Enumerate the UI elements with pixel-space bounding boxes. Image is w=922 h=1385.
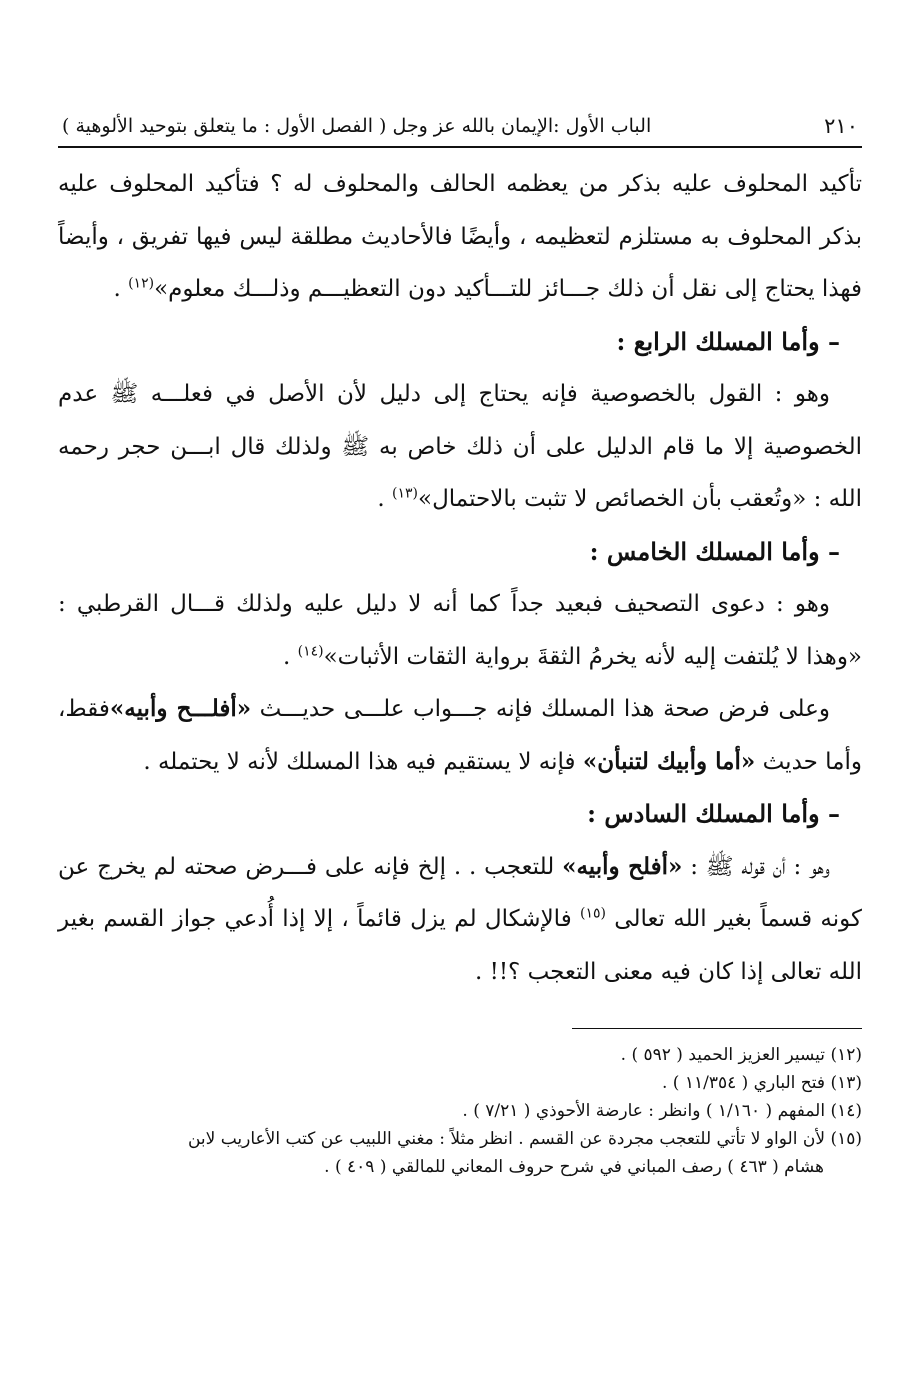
paragraph-4 <box>58 683 862 788</box>
paragraph-3-tail: . <box>282 643 298 670</box>
paragraph-5-part-3: فالإشكال لم يزل قائماً ، إلا إذا أُدعي جواز القسم بغير الله تعالى إذا كان فيه معنى التعجب ؟!! . <box>58 906 862 985</box>
footnote-text: فتح الباري ( ١١/٣٥٤ ) . <box>662 1073 826 1093</box>
paragraph-5-part-1: وهو : أن قوله ﷺ : <box>682 853 830 880</box>
paragraph-1 <box>58 158 862 316</box>
hadith-quote-aflah: «أفلـــح وأبيه» <box>109 695 252 722</box>
body-text <box>58 158 862 998</box>
footnote-ref-12: (١٢) <box>128 275 155 292</box>
footnote-number: (١٤) <box>830 1101 862 1121</box>
footnote-number: (١٢) <box>830 1045 862 1065</box>
paragraph-5 <box>58 841 862 999</box>
paragraph-2-tail: . <box>377 486 393 512</box>
running-header <box>58 112 862 148</box>
heading-fourth-approach: – وأما المسلك الرابع : <box>616 326 840 356</box>
page-number: ٢١٠ <box>824 114 858 138</box>
footnote-continuation: هشام ( ٤٦٣ ) رصف المباني في شرح حروف المعاني للمالقي ( ٤٠٩ ) . <box>324 1157 824 1177</box>
paragraph-1-text: تأكيد المحلوف عليه بذكر من يعظمه الحالف والمحلوف له ؟ فتأكيد المحلوف عليه بذكر المحلوف به مستلزم لتعظيمه ، وأيضًا فالأحاديث مطلقة ليس فيها تفريق ، وأيضاً فهذا يحتاج إلى نقل أن ذلك جـــائز للتـــأكيد دون التعظيـــم وذلـــك معلوم» <box>58 171 862 302</box>
footnote-ref-14: (١٤) <box>297 642 324 659</box>
footnote-text: تيسير العزيز الحميد ( ٥٩٢ ) . <box>620 1045 826 1065</box>
hadith-quote-ama-wa-abika: «أما وأبيك لتنبأن» <box>582 747 756 775</box>
footnote-separator <box>572 1028 862 1029</box>
footnote-13 <box>58 1069 862 1097</box>
paragraph-3 <box>58 578 862 683</box>
footnote-number: (١٥) <box>830 1129 862 1149</box>
paragraph-1-tail: . <box>113 276 129 302</box>
paragraph-4-part-2: فقط، وأما حديث <box>58 696 862 775</box>
paragraph-5-part-2: للتعجب . . إلخ فإنه على فـــرض صحته لم يخرج عن كونه قسماً بغير الله تعالى <box>58 853 862 932</box>
footnote-ref-13: (١٣) <box>392 485 418 502</box>
footnote-12 <box>58 1041 862 1069</box>
heading-fifth-approach: – وأما المسلك الخامس : <box>589 536 840 566</box>
footnote-ref-15: (١٥) <box>579 905 606 922</box>
running-title: الباب الأول :الإيمان بالله عز وجل ( الفصل الأول : ما يتعلق بتوحيد الألوهية ) <box>62 115 652 137</box>
heading-sixth-approach: – وأما المسلك السادس : <box>587 799 840 828</box>
footnote-text: لأن الواو لا تأتي للتعجب مجردة عن القسم . انظر مثلاً : مغني اللبيب عن كتب الأعاريب لابن <box>187 1129 826 1149</box>
paragraph-4-part-3: فإنه لا يستقيم فيه هذا المسلك لأنه لا يحتمله . <box>143 748 583 775</box>
paragraph-4-part-1: وعلى فرض صحة هذا المسلك فإنه جـــواب علـــى حديـــث <box>251 696 830 722</box>
hadith-quote-aflah-2: «أفلح وأبيه» <box>562 852 683 880</box>
paragraph-2-text: وهو : القول بالخصوصية فإنه يحتاج إلى دليل لأن الأصل في فعلـــه ﷺ عدم الخصوصية إلا ما قام الدليل على أن ذلك خاص به ﷺ ولذلك قال ابـــن حجر رحمه الله : «وتُعقب بأن الخصائص لا تثبت بالاحتمال» <box>58 381 862 512</box>
footnote-text: المفهم ( ١/١٦٠ ) وانظر : عارضة الأحوذي ( ٧/٢١ ) . <box>462 1101 826 1121</box>
paragraph-2 <box>58 368 862 526</box>
footnotes <box>58 1041 862 1181</box>
paragraph-3-text: وهو : دعوى التصحيف فبعيد جداً كما أنه لا دليل عليه ولذلك قـــال القرطبي : «وهذا لا يُلتفت إليه لأنه يخرمُ الثقةَ برواية الثقات الأثبات» <box>58 591 862 670</box>
footnote-number: (١٣) <box>830 1073 862 1093</box>
footnote-15 <box>58 1125 862 1181</box>
footnote-14 <box>58 1097 862 1125</box>
